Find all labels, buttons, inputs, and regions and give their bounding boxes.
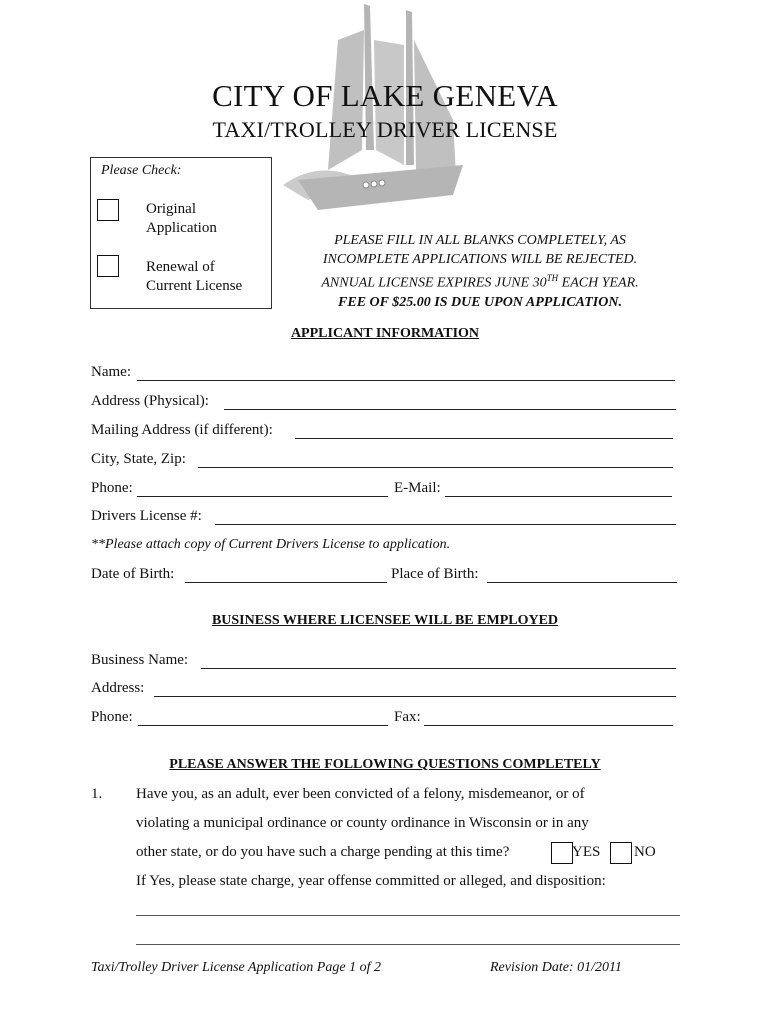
business-address-field[interactable] — [154, 680, 682, 696]
page-title: CITY OF LAKE GENEVA — [212, 78, 558, 113]
original-application-checkbox[interactable] — [97, 199, 119, 221]
questions-heading: PLEASE ANSWER THE FOLLOWING QUESTIONS COMPLETELY — [169, 757, 601, 772]
applicant-info-heading: APPLICANT INFORMATION — [290, 326, 480, 341]
business-heading: BUSINESS WHERE LICENSEE WILL BE EMPLOYED — [211, 613, 559, 628]
business-name-label: Business Name: — [91, 652, 189, 668]
renewal-option-label: Renewal of Current License — [146, 259, 243, 294]
question-1-followup: If Yes, please state charge, year offense committed or alleged, and disposition: — [136, 873, 606, 889]
city-label: City, State, Zip: — [91, 451, 186, 467]
renewal-checkbox[interactable] — [97, 255, 119, 277]
mailing-row — [91, 422, 676, 442]
answer-line-2[interactable] — [136, 944, 680, 945]
address-field[interactable] — [224, 393, 682, 409]
yes-checkbox[interactable] — [551, 842, 573, 864]
fax-label: Fax: — [394, 709, 421, 725]
name-label: Name: — [91, 364, 131, 380]
name-field[interactable] — [137, 364, 681, 380]
business-address-row — [91, 680, 676, 700]
fax-field[interactable] — [424, 709, 679, 725]
business-address-label: Address: — [91, 680, 145, 696]
phone-field[interactable] — [137, 480, 394, 496]
footer-revision-date: Revision Date: 01/2011 — [490, 960, 622, 975]
license-row — [91, 508, 676, 528]
question-1-line-3: other state, or do you have such a charge pending at this time? — [136, 844, 510, 860]
business-phone-row — [91, 709, 676, 729]
yes-label: YES — [572, 844, 601, 860]
license-attach-note: **Please attach copy of Current Drivers License to application. — [91, 537, 451, 552]
instructions-notice: PLEASE FILL IN ALL BLANKS COMPLETELY, AS INCOMPLETE APPLICATIONS WILL BE REJECTED. ANNUAL LICENSE EXPIRES JUNE 30TH EACH YEAR. FEE OF $25.00 IS DUE UPON APPLICATION. — [321, 233, 639, 310]
email-label: E-Mail: — [394, 480, 441, 496]
drivers-license-field[interactable] — [215, 508, 682, 524]
dob-label: Date of Birth: — [91, 566, 175, 582]
email-field[interactable] — [445, 480, 678, 496]
mailing-address-field[interactable] — [295, 422, 679, 438]
original-option-label: Original Application — [146, 201, 217, 236]
city-row — [91, 451, 676, 471]
answer-line-1[interactable] — [136, 915, 680, 916]
phone-label: Phone: — [91, 480, 133, 496]
no-checkbox[interactable] — [610, 842, 632, 864]
business-name-row — [91, 652, 676, 672]
business-name-field[interactable] — [201, 652, 682, 668]
city-state-zip-field[interactable] — [198, 451, 679, 467]
drivers-license-label: Drivers License #: — [91, 508, 202, 524]
question-number: 1. — [91, 786, 103, 802]
birth-row — [91, 566, 681, 586]
check-prompt: Please Check: — [101, 163, 182, 178]
dob-field[interactable] — [185, 566, 393, 582]
question-1-line-1: Have you, as an adult, ever been convicted of a felony, misdemeanor, or of — [136, 786, 585, 802]
address-row — [91, 393, 676, 413]
pob-label: Place of Birth: — [391, 566, 479, 582]
name-row — [91, 364, 676, 384]
address-label: Address (Physical): — [91, 393, 209, 409]
business-phone-field[interactable] — [138, 709, 394, 725]
question-1-line-2: violating a municipal ordinance or county ordinance in Wisconsin or in any — [136, 815, 589, 831]
license-type-panel — [90, 157, 272, 309]
mailing-label: Mailing Address (if different): — [91, 422, 273, 438]
phone-email-row — [91, 480, 676, 500]
page-subtitle: TAXI/TROLLEY DRIVER LICENSE — [212, 117, 558, 142]
footer-page-info: Taxi/Trolley Driver License Application Page 1 of 2 — [91, 960, 381, 975]
business-phone-label: Phone: — [91, 709, 133, 725]
no-label: NO — [634, 844, 656, 860]
pob-field[interactable] — [487, 566, 683, 582]
